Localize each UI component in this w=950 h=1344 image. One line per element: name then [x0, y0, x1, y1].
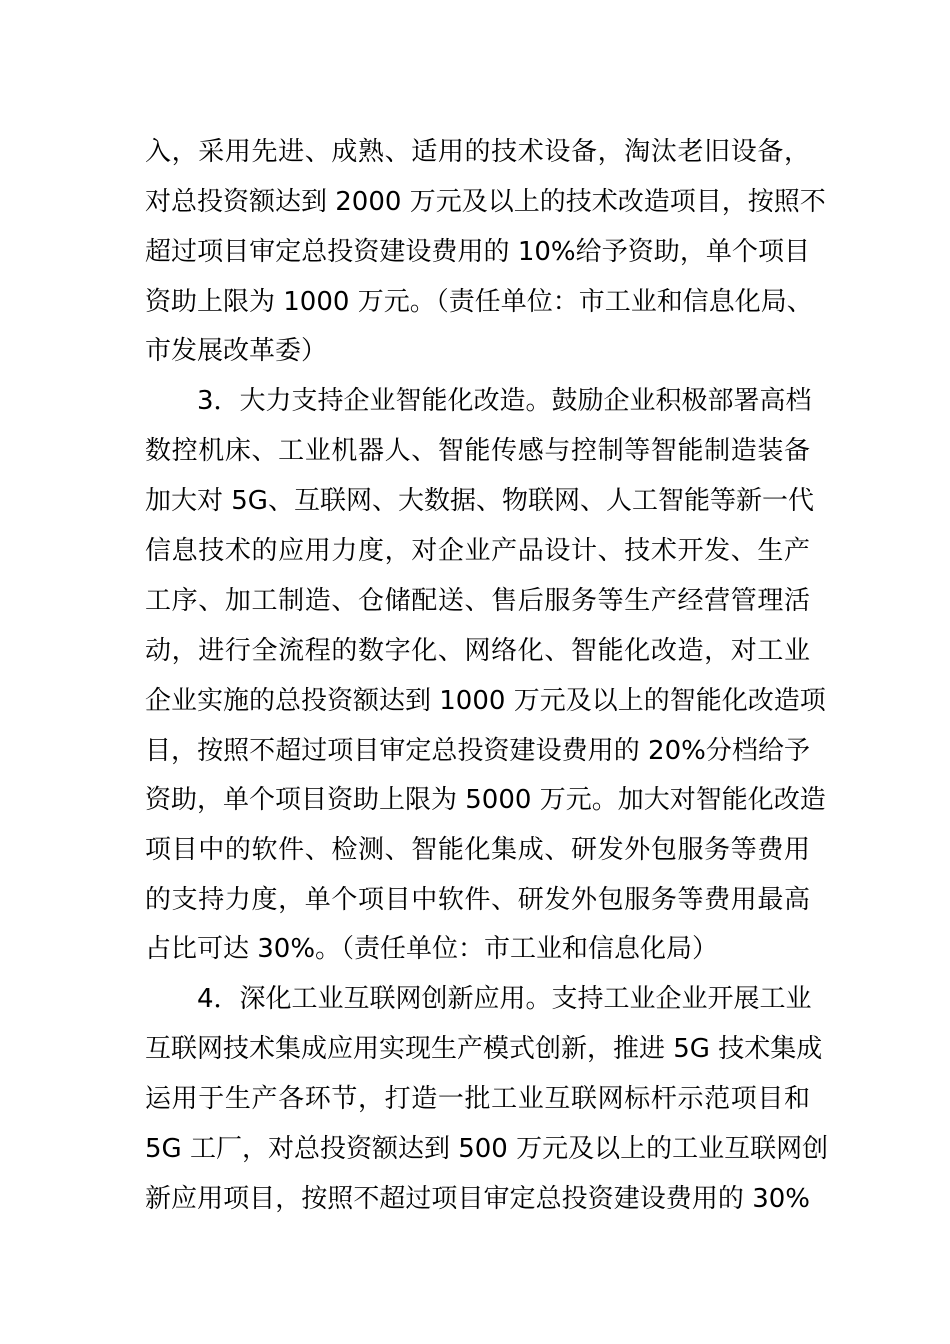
- text-line: 企业实施的总投资额达到 1000 万元及以上的智能化改造项: [145, 686, 826, 716]
- text-line: 互联网技术集成应用实现生产模式创新，推进 5G 技术集成: [145, 1034, 823, 1064]
- text-line: 入，采用先进、成熟、适用的技术设备，淘汰老旧设备，: [145, 137, 810, 167]
- text-line: 加大对 5G、互联网、大数据、物联网、人工智能等新一代: [145, 486, 814, 516]
- text-line: 超过项目审定总投资建设费用的 10%给予资助，单个项目: [145, 237, 810, 267]
- text-line: 动，进行全流程的数字化、网络化、智能化改造，对工业: [145, 636, 810, 666]
- text-line: 运用于生产各环节，打造一批工业互联网标杆示范项目和: [145, 1084, 810, 1114]
- text-line: 信息技术的应用力度，对企业产品设计、技术开发、生产: [145, 536, 810, 566]
- text-line: 占比可达 30%。（责任单位：市工业和信息化局）: [145, 934, 719, 964]
- section-heading-line: 3．大力支持企业智能化改造。鼓励企业积极部署高档: [197, 386, 812, 416]
- text-line: 工序、加工制造、仓储配送、售后服务等生产经营管理活: [145, 586, 810, 616]
- text-line: 的支持力度，单个项目中软件、研发外包服务等费用最高: [145, 885, 810, 915]
- text-line: 项目中的软件、检测、智能化集成、研发外包服务等费用: [145, 835, 810, 865]
- text-line: 5G 工厂，对总投资额达到 500 万元及以上的工业互联网创: [145, 1134, 829, 1164]
- text-line: 数控机床、工业机器人、智能传感与控制等智能制造装备: [145, 436, 810, 466]
- text-line: 对总投资额达到 2000 万元及以上的技术改造项目，按照不: [145, 187, 826, 217]
- text-line: 市发展改革委）: [145, 336, 328, 366]
- text-line: 资助上限为 1000 万元。（责任单位：市工业和信息化局、: [145, 287, 813, 317]
- section-heading-line: 4．深化工业互联网创新应用。支持工业企业开展工业: [197, 984, 812, 1014]
- text-line: 目，按照不超过项目审定总投资建设费用的 20%分档给予: [145, 736, 810, 766]
- text-line: 资助，单个项目资助上限为 5000 万元。加大对智能化改造: [145, 785, 826, 815]
- text-line: 新应用项目，按照不超过项目审定总投资建设费用的 30%: [145, 1184, 810, 1214]
